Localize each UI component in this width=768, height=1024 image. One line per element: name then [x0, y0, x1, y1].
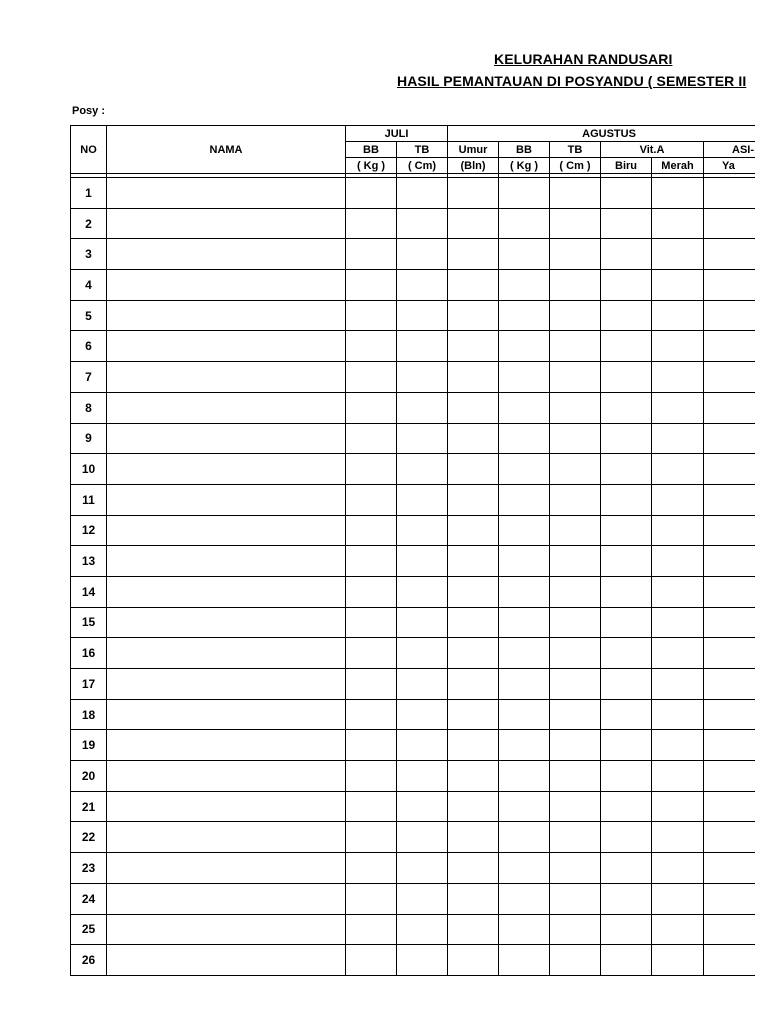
vita-biru-cell	[601, 791, 652, 822]
vita-merah-cell	[652, 761, 704, 792]
vita-biru-cell	[601, 546, 652, 577]
nama-cell	[107, 761, 346, 792]
report-title-kelurahan: KELURAHAN RANDUSARI	[494, 51, 673, 67]
row-number: 15	[71, 607, 107, 638]
table-row	[71, 638, 768, 669]
agustus-tb-cell	[550, 669, 601, 700]
nama-cell	[107, 669, 346, 700]
juli-tb-cell	[397, 699, 448, 730]
agustus-bb-cell	[499, 853, 550, 884]
vita-merah-cell	[652, 669, 704, 700]
agustus-bb-cell	[499, 208, 550, 239]
juli-tb-cell	[397, 392, 448, 423]
table-row	[71, 178, 768, 209]
juli-bb-cell	[346, 362, 397, 393]
juli-tb-cell	[397, 546, 448, 577]
table-row	[71, 883, 768, 914]
juli-bb-cell	[346, 730, 397, 761]
nama-cell	[107, 484, 346, 515]
agustus-umur-cell	[448, 699, 499, 730]
agustus-umur-cell	[448, 392, 499, 423]
agustus-tb-cell	[550, 515, 601, 546]
table-row	[71, 607, 768, 638]
vita-biru-cell	[601, 883, 652, 914]
juli-tb-cell	[397, 484, 448, 515]
table-row	[71, 761, 768, 792]
nama-cell	[107, 178, 346, 209]
agustus-tb-cell	[550, 576, 601, 607]
agustus-umur-cell	[448, 454, 499, 485]
nama-cell	[107, 945, 346, 976]
vita-merah-cell	[652, 822, 704, 853]
agustus-bb-cell	[499, 515, 550, 546]
agustus-tb-cell	[550, 423, 601, 454]
juli-tb-cell	[397, 515, 448, 546]
juli-tb-cell	[397, 239, 448, 270]
row-number: 17	[71, 669, 107, 700]
table-row	[71, 392, 768, 423]
row-number: 8	[71, 392, 107, 423]
juli-tb-cell	[397, 423, 448, 454]
agustus-umur-cell	[448, 853, 499, 884]
row-number: 24	[71, 883, 107, 914]
vita-merah-cell	[652, 791, 704, 822]
table-row	[71, 454, 768, 485]
juli-tb-cell	[397, 791, 448, 822]
table-row	[71, 853, 768, 884]
row-number: 1	[71, 178, 107, 209]
juli-bb-cell	[346, 822, 397, 853]
agustus-vita-header: Vit.A	[601, 142, 704, 158]
agustus-tb-cell	[550, 178, 601, 209]
nama-cell	[107, 853, 346, 884]
agustus-bb-cell	[499, 669, 550, 700]
vita-merah-cell	[652, 362, 704, 393]
juli-tb-cell	[397, 730, 448, 761]
row-number: 19	[71, 730, 107, 761]
juli-bb-cell	[346, 300, 397, 331]
agustus-tb-cell	[550, 484, 601, 515]
agustus-bb-cell	[499, 484, 550, 515]
vita-biru-cell	[601, 208, 652, 239]
table-row	[71, 699, 768, 730]
vita-biru-cell	[601, 484, 652, 515]
row-number: 10	[71, 454, 107, 485]
nama-cell	[107, 883, 346, 914]
agustus-tb-cell	[550, 300, 601, 331]
agustus-bb-cell	[499, 883, 550, 914]
juli-bb-unit: ( Kg )	[346, 158, 397, 174]
table-row	[71, 914, 768, 945]
agustus-umur-cell	[448, 331, 499, 362]
juli-bb-cell	[346, 178, 397, 209]
vita-merah-cell	[652, 945, 704, 976]
vita-biru-cell	[601, 730, 652, 761]
agustus-bb-cell	[499, 270, 550, 301]
juli-header: JULI	[346, 126, 448, 142]
row-number: 12	[71, 515, 107, 546]
nama-cell	[107, 607, 346, 638]
agustus-umur-cell	[448, 914, 499, 945]
juli-bb-cell	[346, 914, 397, 945]
table-row	[71, 576, 768, 607]
juli-tb-cell	[397, 945, 448, 976]
juli-bb-cell	[346, 454, 397, 485]
agustus-tb-cell	[550, 208, 601, 239]
agustus-umur-cell	[448, 239, 499, 270]
table-row	[71, 945, 768, 976]
nama-cell	[107, 331, 346, 362]
juli-bb-cell	[346, 638, 397, 669]
nama-cell	[107, 208, 346, 239]
agustus-umur-cell	[448, 669, 499, 700]
juli-tb-cell	[397, 853, 448, 884]
nama-cell	[107, 392, 346, 423]
agustus-umur-cell	[448, 822, 499, 853]
vita-biru-cell	[601, 392, 652, 423]
vita-biru-cell	[601, 362, 652, 393]
juli-tb-cell	[397, 669, 448, 700]
table-row	[71, 669, 768, 700]
row-number: 16	[71, 638, 107, 669]
vita-merah-cell	[652, 576, 704, 607]
nama-column-header: NAMA	[107, 126, 346, 174]
juli-bb-cell	[346, 945, 397, 976]
agustus-bb-cell	[499, 638, 550, 669]
juli-bb-cell	[346, 423, 397, 454]
vita-biru-cell	[601, 945, 652, 976]
vita-merah-cell	[652, 208, 704, 239]
agustus-tb-cell	[550, 392, 601, 423]
vita-merah-cell	[652, 331, 704, 362]
agustus-bb-cell	[499, 454, 550, 485]
agustus-umur-cell	[448, 576, 499, 607]
agustus-bb-cell	[499, 791, 550, 822]
agustus-bb-cell	[499, 822, 550, 853]
vita-biru-cell	[601, 822, 652, 853]
juli-tb-cell	[397, 883, 448, 914]
row-number: 23	[71, 853, 107, 884]
juli-tb-cell	[397, 638, 448, 669]
juli-tb-cell	[397, 362, 448, 393]
table-row	[71, 270, 768, 301]
row-number: 21	[71, 791, 107, 822]
agustus-tb-cell	[550, 362, 601, 393]
juli-bb-cell	[346, 484, 397, 515]
row-number: 13	[71, 546, 107, 577]
vita-merah-cell	[652, 699, 704, 730]
agustus-umur-cell	[448, 484, 499, 515]
agustus-tb-cell	[550, 239, 601, 270]
juli-tb-cell	[397, 454, 448, 485]
nama-cell	[107, 362, 346, 393]
vita-merah-cell	[652, 423, 704, 454]
juli-bb-cell	[346, 607, 397, 638]
vita-biru-cell	[601, 270, 652, 301]
agustus-bb-cell	[499, 761, 550, 792]
row-number: 6	[71, 331, 107, 362]
juli-bb-cell	[346, 699, 397, 730]
vita-merah-cell	[652, 392, 704, 423]
agustus-umur-cell	[448, 883, 499, 914]
juli-tb-cell	[397, 331, 448, 362]
table-row	[71, 515, 768, 546]
vita-merah-cell	[652, 607, 704, 638]
row-number: 20	[71, 761, 107, 792]
agustus-tb-header: TB	[550, 142, 601, 158]
table-row	[71, 791, 768, 822]
agustus-tb-cell	[550, 331, 601, 362]
agustus-umur-cell	[448, 638, 499, 669]
agustus-tb-cell	[550, 546, 601, 577]
agustus-umur-cell	[448, 761, 499, 792]
vita-biru-cell	[601, 300, 652, 331]
row-number: 9	[71, 423, 107, 454]
agustus-asi-header: ASI-	[704, 142, 768, 158]
agustus-bb-cell	[499, 178, 550, 209]
juli-bb-cell	[346, 515, 397, 546]
agustus-bb-header: BB	[499, 142, 550, 158]
row-number: 11	[71, 484, 107, 515]
vita-biru-cell	[601, 576, 652, 607]
vita-merah-cell	[652, 484, 704, 515]
vita-merah-cell	[652, 178, 704, 209]
vita-biru-cell	[601, 853, 652, 884]
agustus-bb-cell	[499, 699, 550, 730]
table-row	[71, 362, 768, 393]
juli-tb-cell	[397, 607, 448, 638]
agustus-tb-cell	[550, 914, 601, 945]
row-number: 26	[71, 945, 107, 976]
vita-biru-cell	[601, 331, 652, 362]
vita-biru-cell	[601, 607, 652, 638]
vita-merah-cell	[652, 239, 704, 270]
vita-biru-cell	[601, 515, 652, 546]
table-row	[71, 208, 768, 239]
juli-bb-cell	[346, 883, 397, 914]
agustus-asi-ya: Ya	[704, 158, 768, 174]
juli-bb-cell	[346, 392, 397, 423]
vita-merah-cell	[652, 515, 704, 546]
vita-merah-cell	[652, 546, 704, 577]
juli-tb-cell	[397, 914, 448, 945]
agustus-bb-cell	[499, 945, 550, 976]
agustus-bb-cell	[499, 607, 550, 638]
agustus-umur-unit: (Bln)	[448, 158, 499, 174]
juli-bb-cell	[346, 208, 397, 239]
juli-tb-cell	[397, 761, 448, 792]
table-row	[71, 822, 768, 853]
nama-cell	[107, 270, 346, 301]
vita-biru-cell	[601, 454, 652, 485]
row-number: 5	[71, 300, 107, 331]
nama-cell	[107, 791, 346, 822]
juli-tb-cell	[397, 270, 448, 301]
juli-bb-cell	[346, 669, 397, 700]
vita-merah-cell	[652, 730, 704, 761]
agustus-umur-cell	[448, 607, 499, 638]
table-row	[71, 300, 768, 331]
row-number: 22	[71, 822, 107, 853]
table-row	[71, 484, 768, 515]
agustus-umur-cell	[448, 208, 499, 239]
juli-bb-cell	[346, 546, 397, 577]
vita-biru-cell	[601, 914, 652, 945]
juli-bb-cell	[346, 791, 397, 822]
nama-cell	[107, 300, 346, 331]
juli-tb-header: TB	[397, 142, 448, 158]
vita-merah-cell	[652, 638, 704, 669]
agustus-umur-cell	[448, 730, 499, 761]
agustus-bb-cell	[499, 331, 550, 362]
row-number: 14	[71, 576, 107, 607]
agustus-umur-cell	[448, 178, 499, 209]
agustus-tb-cell	[550, 454, 601, 485]
nama-cell	[107, 699, 346, 730]
agustus-bb-cell	[499, 546, 550, 577]
vita-biru-cell	[601, 638, 652, 669]
row-number: 3	[71, 239, 107, 270]
table-row	[71, 331, 768, 362]
vita-merah-cell	[652, 914, 704, 945]
nama-cell	[107, 546, 346, 577]
nama-cell	[107, 914, 346, 945]
juli-tb-cell	[397, 300, 448, 331]
agustus-bb-cell	[499, 392, 550, 423]
juli-tb-cell	[397, 576, 448, 607]
agustus-tb-cell	[550, 607, 601, 638]
vita-merah-cell	[652, 853, 704, 884]
agustus-bb-cell	[499, 239, 550, 270]
agustus-bb-cell	[499, 576, 550, 607]
agustus-bb-cell	[499, 423, 550, 454]
agustus-tb-cell	[550, 638, 601, 669]
nama-cell	[107, 638, 346, 669]
agustus-tb-cell	[550, 699, 601, 730]
vita-merah-cell	[652, 300, 704, 331]
nama-cell	[107, 239, 346, 270]
table-row	[71, 423, 768, 454]
agustus-bb-cell	[499, 362, 550, 393]
juli-bb-header: BB	[346, 142, 397, 158]
agustus-umur-cell	[448, 423, 499, 454]
agustus-tb-cell	[550, 791, 601, 822]
report-title-hasil: HASIL PEMANTAUAN DI POSYANDU ( SEMESTER II	[397, 73, 747, 89]
row-number: 7	[71, 362, 107, 393]
table-row	[71, 546, 768, 577]
juli-bb-cell	[346, 270, 397, 301]
vita-merah-cell	[652, 454, 704, 485]
agustus-header: AGUSTUS	[448, 126, 768, 142]
vita-biru-cell	[601, 669, 652, 700]
page-edge-mask	[755, 0, 768, 1024]
juli-tb-unit: ( Cm)	[397, 158, 448, 174]
agustus-vita-biru: Biru	[601, 158, 652, 174]
agustus-tb-cell	[550, 883, 601, 914]
agustus-tb-cell	[550, 853, 601, 884]
nama-cell	[107, 576, 346, 607]
posyandu-label: Posy :	[72, 105, 106, 117]
no-column-header: NO	[71, 126, 107, 174]
juli-bb-cell	[346, 239, 397, 270]
agustus-tb-cell	[550, 761, 601, 792]
vita-merah-cell	[652, 270, 704, 301]
juli-bb-cell	[346, 576, 397, 607]
agustus-tb-cell	[550, 270, 601, 301]
agustus-tb-unit: ( Cm )	[550, 158, 601, 174]
table-row	[71, 730, 768, 761]
monitoring-table	[70, 125, 768, 976]
row-number: 4	[71, 270, 107, 301]
agustus-bb-cell	[499, 300, 550, 331]
juli-bb-cell	[346, 853, 397, 884]
vita-biru-cell	[601, 423, 652, 454]
agustus-umur-cell	[448, 362, 499, 393]
agustus-umur-cell	[448, 945, 499, 976]
juli-tb-cell	[397, 822, 448, 853]
table-row	[71, 239, 768, 270]
vita-biru-cell	[601, 699, 652, 730]
nama-cell	[107, 454, 346, 485]
vita-biru-cell	[601, 761, 652, 792]
nama-cell	[107, 515, 346, 546]
vita-biru-cell	[601, 239, 652, 270]
agustus-umur-cell	[448, 515, 499, 546]
agustus-umur-cell	[448, 300, 499, 331]
agustus-tb-cell	[550, 822, 601, 853]
agustus-umur-cell	[448, 791, 499, 822]
juli-tb-cell	[397, 208, 448, 239]
nama-cell	[107, 822, 346, 853]
agustus-umur-header: Umur	[448, 142, 499, 158]
agustus-vita-merah: Merah	[652, 158, 704, 174]
agustus-tb-cell	[550, 945, 601, 976]
agustus-bb-unit: ( Kg )	[499, 158, 550, 174]
vita-merah-cell	[652, 883, 704, 914]
juli-tb-cell	[397, 178, 448, 209]
agustus-tb-cell	[550, 730, 601, 761]
nama-cell	[107, 423, 346, 454]
juli-bb-cell	[346, 331, 397, 362]
vita-biru-cell	[601, 178, 652, 209]
agustus-bb-cell	[499, 914, 550, 945]
juli-bb-cell	[346, 761, 397, 792]
nama-cell	[107, 730, 346, 761]
agustus-umur-cell	[448, 546, 499, 577]
agustus-umur-cell	[448, 270, 499, 301]
row-number: 25	[71, 914, 107, 945]
row-number: 18	[71, 699, 107, 730]
row-number: 2	[71, 208, 107, 239]
agustus-bb-cell	[499, 730, 550, 761]
